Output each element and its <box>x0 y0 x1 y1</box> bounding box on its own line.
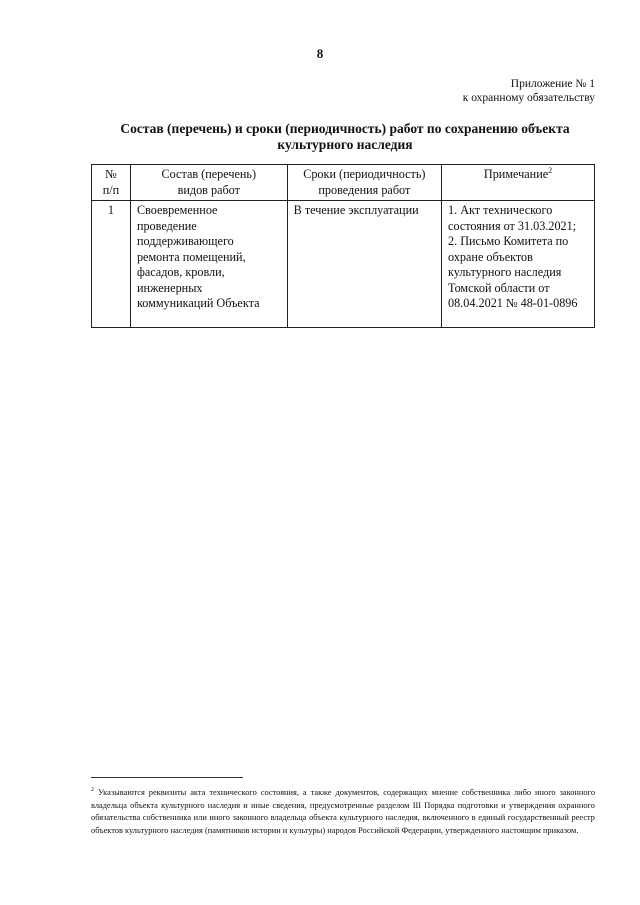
footnote <box>91 787 595 837</box>
footnote-divider <box>91 777 243 778</box>
row-note <box>442 201 595 328</box>
composition-line: поддерживающего <box>136 234 234 248</box>
header-note-footnote-mark: 2 <box>548 165 553 175</box>
document-title <box>91 121 599 153</box>
note-line: культурного наследия <box>448 265 562 279</box>
header-composition-line-1: Состав (перечень) <box>161 167 257 181</box>
header-number-line-1: № <box>105 167 117 181</box>
table-header-row <box>92 165 595 201</box>
note-line: состояния от 31.03.2021; <box>448 218 577 233</box>
composition-line: коммуникаций Объекта <box>136 296 260 310</box>
document-title-line-2: культурного наследия <box>277 137 413 152</box>
row-number: 1 <box>92 201 131 328</box>
header-term-line-2: проведения работ <box>318 182 411 197</box>
footnote-mark: 2 <box>91 787 94 794</box>
note-line: охране объектов <box>448 249 533 264</box>
note-line: 08.04.2021 № 48-01-0896 <box>448 296 578 310</box>
table-row <box>92 201 595 328</box>
header-note <box>442 165 595 201</box>
composition-line: фасадов, кровли, <box>136 265 225 279</box>
header-term-line-1: Сроки (периодичность) <box>303 167 426 181</box>
header-number <box>92 165 131 201</box>
note-line: 2. Письмо Комитета по <box>448 234 569 248</box>
note-line: Томской области от <box>448 280 550 295</box>
appendix-line-1: Приложение № 1 <box>510 78 595 90</box>
works-table <box>91 164 595 328</box>
header-note-label: Примечание <box>483 167 549 181</box>
document-title-line-1: Состав (перечень) и сроки (периодичность) работ по сохранению объекта <box>120 121 570 136</box>
header-composition <box>130 165 287 201</box>
composition-line: проведение <box>136 218 197 233</box>
appendix-label <box>463 77 595 105</box>
composition-line: инженерных <box>136 280 203 295</box>
note-line: 1. Акт технического <box>448 203 553 217</box>
composition-line: Своевременное <box>136 203 218 217</box>
header-term <box>287 165 441 201</box>
composition-line: ремонта помещений, <box>136 249 246 264</box>
row-composition <box>130 201 287 328</box>
header-number-line-2: п/п <box>102 182 120 197</box>
footnote-text: Указываются реквизиты акта технического состояния, а также документов, содержащих мнение собственника либо иного законного владельца объекта культурного наследия и иные сведения, предусмотренные разделом III Порядка подготовки и утверждения охранного обязательства собственника или иного законного владельца объекта культурного наследия, включенного в единый государственный реестр объектов культурного наследия (памятников истории и культуры) народов Российской Федерации, утвержденного настоящим приказом. <box>91 788 596 835</box>
appendix-line-2: к охранному обязательству <box>462 92 595 104</box>
page-number: 8 <box>316 46 324 61</box>
row-term: В течение эксплуатации <box>287 201 441 328</box>
header-composition-line-2: видов работ <box>177 182 240 197</box>
